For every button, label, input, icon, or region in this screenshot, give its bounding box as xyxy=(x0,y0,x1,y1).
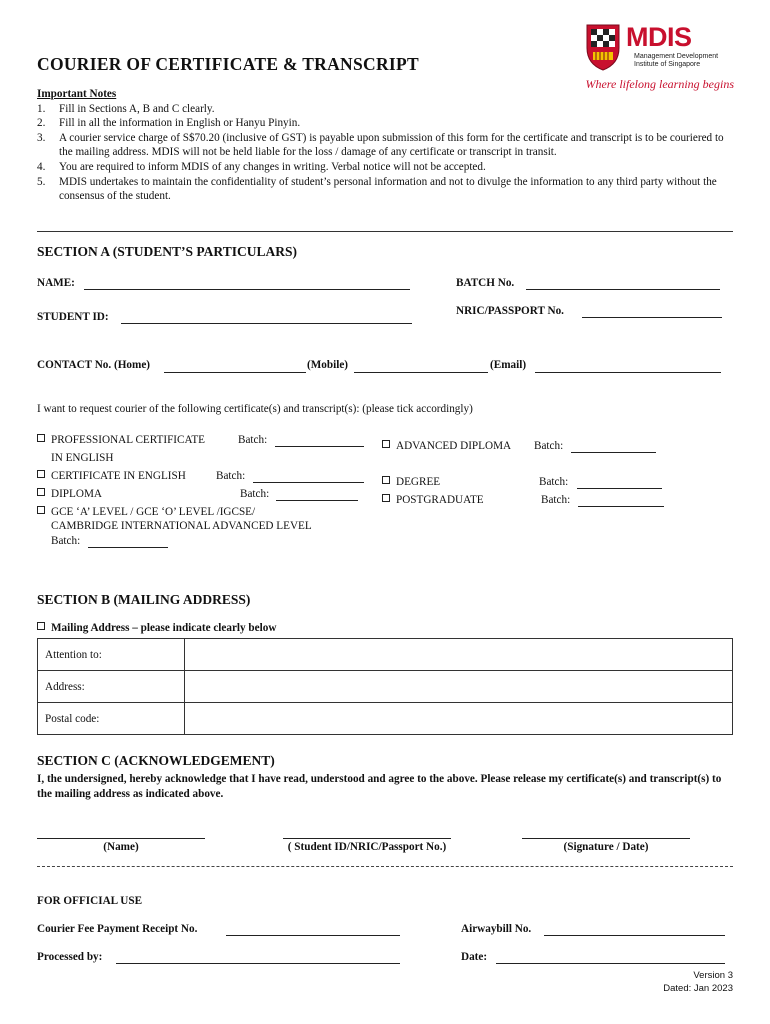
notes-heading: Important Notes xyxy=(37,88,117,100)
note-item: 5. MDIS undertakes to maintain the confidentiality of student’s personal information and not to divulge the information to any third party without the consensus of the student. xyxy=(37,175,717,203)
batch-label: Batch: xyxy=(541,494,571,506)
signature-caption: (Signature / Date) xyxy=(563,841,649,853)
option-diploma[interactable]: DIPLOMA xyxy=(37,488,102,500)
postal-code-label: Postal code: xyxy=(38,703,185,735)
note-item: 4. You are required to inform MDIS of any changes in writing. Verbal notice will not be accepted. xyxy=(37,160,486,173)
attention-label: Attention to: xyxy=(38,639,185,671)
batch-field[interactable] xyxy=(526,289,720,290)
option-postgraduate[interactable]: POSTGRADUATE xyxy=(382,494,484,506)
option-advanced-diploma[interactable]: ADVANCED DIPLOMA xyxy=(382,440,511,452)
date-label: Date: xyxy=(461,951,488,963)
batch-label: Batch: xyxy=(51,535,81,547)
airwaybill-field[interactable] xyxy=(544,935,725,936)
batch-field[interactable] xyxy=(275,446,364,447)
dated-text: Dated: Jan 2023 xyxy=(663,983,733,994)
receipt-field[interactable] xyxy=(226,935,400,936)
processed-by-label: Processed by: xyxy=(37,951,103,963)
option-degree[interactable]: DEGREE xyxy=(382,476,440,488)
mailing-address-table xyxy=(37,638,733,735)
logo-subtitle: Management Development Institute of Singapore xyxy=(634,53,719,68)
batch-field[interactable] xyxy=(577,488,662,489)
name-signature-line[interactable] xyxy=(37,838,205,839)
processed-by-field[interactable] xyxy=(116,963,400,964)
contact-home-field[interactable] xyxy=(164,372,306,373)
address-field[interactable] xyxy=(185,671,733,703)
official-use-heading: FOR OFFICIAL USE xyxy=(37,895,143,907)
option-professional-certificate-line2: IN ENGLISH xyxy=(51,452,114,464)
note-item: 1. Fill in Sections A, B and C clearly. xyxy=(37,102,215,115)
name-label: NAME: xyxy=(37,277,75,289)
logo-tagline: Where lifelong learning begins xyxy=(585,77,734,91)
checkbox-icon[interactable] xyxy=(37,470,45,478)
batch-label: BATCH No. xyxy=(456,277,515,289)
nric-field[interactable] xyxy=(582,317,722,318)
cut-line-divider xyxy=(37,866,733,867)
divider xyxy=(37,231,733,232)
acknowledgement-text: I, the undersigned, hereby acknowledge that I have read, understood and agree to the above. Please release my certificate(s) and transcript(s) to the mailing address as indicated above. xyxy=(37,773,722,800)
student-id-label: STUDENT ID: xyxy=(37,311,109,323)
name-caption: (Name) xyxy=(103,841,139,853)
checkbox-icon[interactable] xyxy=(382,494,390,502)
airwaybill-label: Airwaybill No. xyxy=(461,923,532,935)
contact-home-label: CONTACT No. (Home) xyxy=(37,359,151,371)
checkbox-icon[interactable] xyxy=(37,434,45,442)
form-title: COURIER OF CERTIFICATE & TRANSCRIPT xyxy=(37,54,419,74)
mdis-logo xyxy=(584,22,736,94)
contact-mobile-label: (Mobile) xyxy=(307,359,349,371)
option-gce-line2: CAMBRIDGE INTERNATIONAL ADVANCED LEVEL xyxy=(51,520,312,532)
table-row xyxy=(38,639,733,671)
batch-label: Batch: xyxy=(216,470,246,482)
student-id-field[interactable] xyxy=(121,323,412,324)
postal-code-field[interactable] xyxy=(185,703,733,735)
version-text: Version 3 xyxy=(693,970,733,981)
name-field[interactable] xyxy=(84,289,410,290)
checkbox-icon[interactable] xyxy=(382,476,390,484)
section-b-heading: SECTION B (MAILING ADDRESS) xyxy=(37,592,251,607)
option-gce[interactable]: GCE ‘A’ LEVEL / GCE ‘O’ LEVEL /IGCSE/ xyxy=(37,506,255,518)
note-item: 2. Fill in all the information in English or Hanyu Pinyin. xyxy=(37,117,301,130)
date-field[interactable] xyxy=(496,963,725,964)
checkbox-icon[interactable] xyxy=(37,506,45,514)
batch-label: Batch: xyxy=(240,488,270,500)
mailing-address-option[interactable]: Mailing Address – please indicate clearly below xyxy=(37,622,276,634)
option-professional-certificate[interactable]: PROFESSIONAL CERTIFICATE xyxy=(37,434,205,446)
section-c-heading: SECTION C (ACKNOWLEDGEMENT) xyxy=(37,753,275,768)
checkbox-icon[interactable] xyxy=(382,440,390,448)
version-footer xyxy=(663,969,733,995)
option-certificate-english[interactable]: CERTIFICATE IN ENGLISH xyxy=(37,470,186,482)
batch-field[interactable] xyxy=(276,500,358,501)
request-instruction: I want to request courier of the following certificate(s) and transcript(s): (please tick accordingly) xyxy=(37,403,473,415)
batch-label: Batch: xyxy=(534,440,564,452)
id-signature-line[interactable] xyxy=(283,838,451,839)
nric-label: NRIC/PASSPORT No. xyxy=(456,305,564,317)
checkbox-icon[interactable] xyxy=(37,488,45,496)
logo-wordmark: MDIS xyxy=(626,22,692,52)
contact-email-label: (Email) xyxy=(490,359,527,371)
batch-field[interactable] xyxy=(253,482,364,483)
batch-label: Batch: xyxy=(539,476,569,488)
note-item: 3. A courier service charge of S$70.20 (inclusive of GST) is payable upon submission of this form for the certificate and transcript is to be couriered to the mailing address. MDIS will not be held liable for the loss / damage of any certificate or transcript in transit. xyxy=(37,131,724,159)
id-caption: ( Student ID/NRIC/Passport No.) xyxy=(287,841,447,853)
crest-icon xyxy=(584,22,622,72)
table-row xyxy=(38,671,733,703)
signature-date-line[interactable] xyxy=(522,838,690,839)
contact-email-field[interactable] xyxy=(535,372,721,373)
contact-mobile-field[interactable] xyxy=(354,372,488,373)
address-label: Address: xyxy=(38,671,185,703)
batch-field[interactable] xyxy=(88,547,168,548)
important-notes xyxy=(37,87,737,204)
batch-field[interactable] xyxy=(571,452,656,453)
attention-field[interactable] xyxy=(185,639,733,671)
batch-label: Batch: xyxy=(238,434,268,446)
batch-field[interactable] xyxy=(578,506,664,507)
section-a-heading: SECTION A (STUDENT’S PARTICULARS) xyxy=(37,244,297,259)
checkbox-icon[interactable] xyxy=(37,622,45,630)
table-row xyxy=(38,703,733,735)
receipt-label: Courier Fee Payment Receipt No. xyxy=(37,923,198,935)
